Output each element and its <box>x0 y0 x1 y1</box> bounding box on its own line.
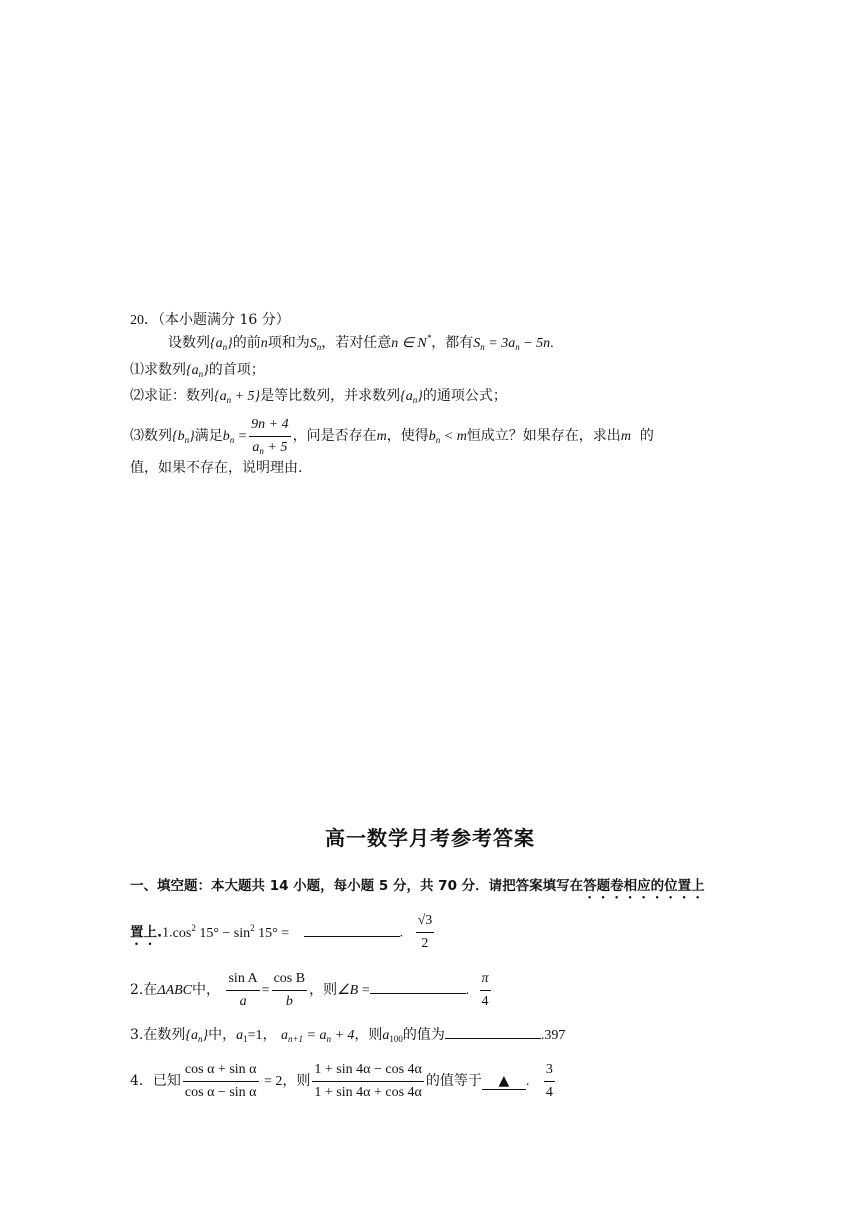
sequence-notation: $\{b_n\}$ <box>172 429 195 445</box>
section-1-heading: 一、填空题：本大题共 14 小题，每小题 5 分，共 70 分．请把答案填写在答题卷相应的位置上 <box>130 878 705 894</box>
part-label: ⑵求证：数列 <box>130 388 214 404</box>
question-3: 3.在数列$\{a_n\}$中，$a_1=1$， $a_{n+1} = a_n + 4$，则$a_{100}$的值为 .397 <box>130 1024 565 1046</box>
part-text: ，问是否存在 <box>292 428 377 444</box>
part-text: 恒成立？如果存在，求出 <box>466 428 621 444</box>
variable-m: m <box>376 429 387 444</box>
stem-text: 项和为 <box>267 335 310 351</box>
part-text: 满足 <box>194 428 223 444</box>
sum-notation: $S_n$ <box>309 336 322 352</box>
answer-blank <box>370 979 466 994</box>
stem-text: ，都有 <box>431 335 474 351</box>
part-text: ，使得 <box>386 428 429 444</box>
initial-term: $a_1=1$， <box>236 1028 277 1044</box>
variable-m: m <box>620 429 631 444</box>
sequence-notation: $\{a_n\}$ <box>400 389 423 405</box>
fraction: $\frac{\text{cos B}}{b}$ <box>273 970 306 1009</box>
part-1 <box>130 360 265 381</box>
fraction: $\frac{\text{cos α + sin α}}{\text{cos α − sin α}}$ <box>184 1061 257 1100</box>
period: . <box>550 336 554 351</box>
q4-answer: $\frac{3}{4}$ <box>545 1061 553 1100</box>
part-text: 的首项； <box>208 362 265 378</box>
part-2 <box>130 386 507 407</box>
sequence-notation: $\{a_n\}$ <box>210 336 233 352</box>
part-text: 是等比数列，并求数列 <box>260 388 401 404</box>
sequence-notation: $\{a_n\}$ <box>186 363 209 379</box>
problem-number: 20． <box>130 313 158 328</box>
fraction: $\frac{1 + \sin 4\alpha - \cos 4\alpha}{1 + \sin 4\alpha + \cos 4\alpha}$ <box>314 1061 422 1100</box>
part-3-continued: 值，如果不存在，说明理由. <box>130 460 303 476</box>
part-text: 的通项公式； <box>422 388 507 404</box>
stem-text: 的前 <box>232 335 261 351</box>
condition-formula: n ∈ N* <box>391 333 432 351</box>
triangle-marker: ▲ <box>498 1073 510 1089</box>
fraction: $\frac{\text{sin A}}{a}$ <box>228 970 258 1009</box>
question-2: 2.在ΔABC中， $\frac{\text{sin A}}{a}$ = $\frac{\text{cos B}}{b}$ ，则∠B = . $\frac{\pi}{4}$ <box>130 970 489 1009</box>
question-1: 置上$.1.\cos^2$ $15^\circ - \sin^2 15^\circ$ = . $\frac{√3}{2}$ <box>130 913 433 951</box>
sum-formula: $S_n = 3a_n - 5n$ <box>473 336 551 352</box>
answers-title: 高一数学月考参考答案 <box>325 826 535 850</box>
q3-answer: .397 <box>540 1028 566 1043</box>
problem-20-stem <box>168 333 554 354</box>
q1-answer: $\frac{√3}{2}$ <box>417 913 433 951</box>
inequality: $b_n < m$ <box>428 429 467 445</box>
angle-b: ∠B <box>337 983 359 998</box>
variable-n: n <box>260 336 268 351</box>
a-100: $a_{100}$ <box>382 1028 403 1044</box>
sequence-notation: $\{a_n + 5\}$ <box>214 389 261 405</box>
triangle-name: ΔABC <box>157 983 193 998</box>
emphasized-text-a: 答题卷相应的位置上 <box>583 878 705 894</box>
b-n-definition: $b_n$ = <box>222 429 248 445</box>
fraction: $\frac{9n + 4}{a_n + 5}$ <box>251 416 289 456</box>
sequence-notation: $\{a_n\}$ <box>185 1028 209 1044</box>
q2-answer: $\frac{\pi}{4}$ <box>481 970 489 1009</box>
part-label: ⑶数列 <box>130 428 172 444</box>
stem-text: 设数列 <box>168 335 210 351</box>
emphasized-text-b: 置上 <box>130 924 157 941</box>
stem-text: ，若对任意 <box>321 335 392 351</box>
answer-blank <box>445 1024 541 1039</box>
q1-expression: $\cos^2 15^\circ - \sin^2 15^\circ$ = <box>172 922 290 941</box>
answer-blank <box>304 922 400 937</box>
problem-20-header <box>130 310 290 331</box>
answer-blank <box>482 1073 526 1090</box>
question-4: 4．已知 $\frac{\text{cos α + sin α}}{\text{cos α − sin α}}$ = 2，则 $\frac{1 + \sin 4\alpha - \cos 4\alpha}{1 + \sin 4\alpha + \cos 4\alpha}$ 的值等于 ▲ . $\frac{3}{4}$ <box>130 1061 553 1100</box>
part-3 <box>130 414 654 459</box>
score-note: （本小题满分 16 分） <box>158 312 290 328</box>
recurrence: $a_{n+1} = a_n + 4$ <box>280 1028 355 1044</box>
part-label: ⑴求数列 <box>130 362 186 378</box>
part-text: 的 <box>639 428 654 444</box>
